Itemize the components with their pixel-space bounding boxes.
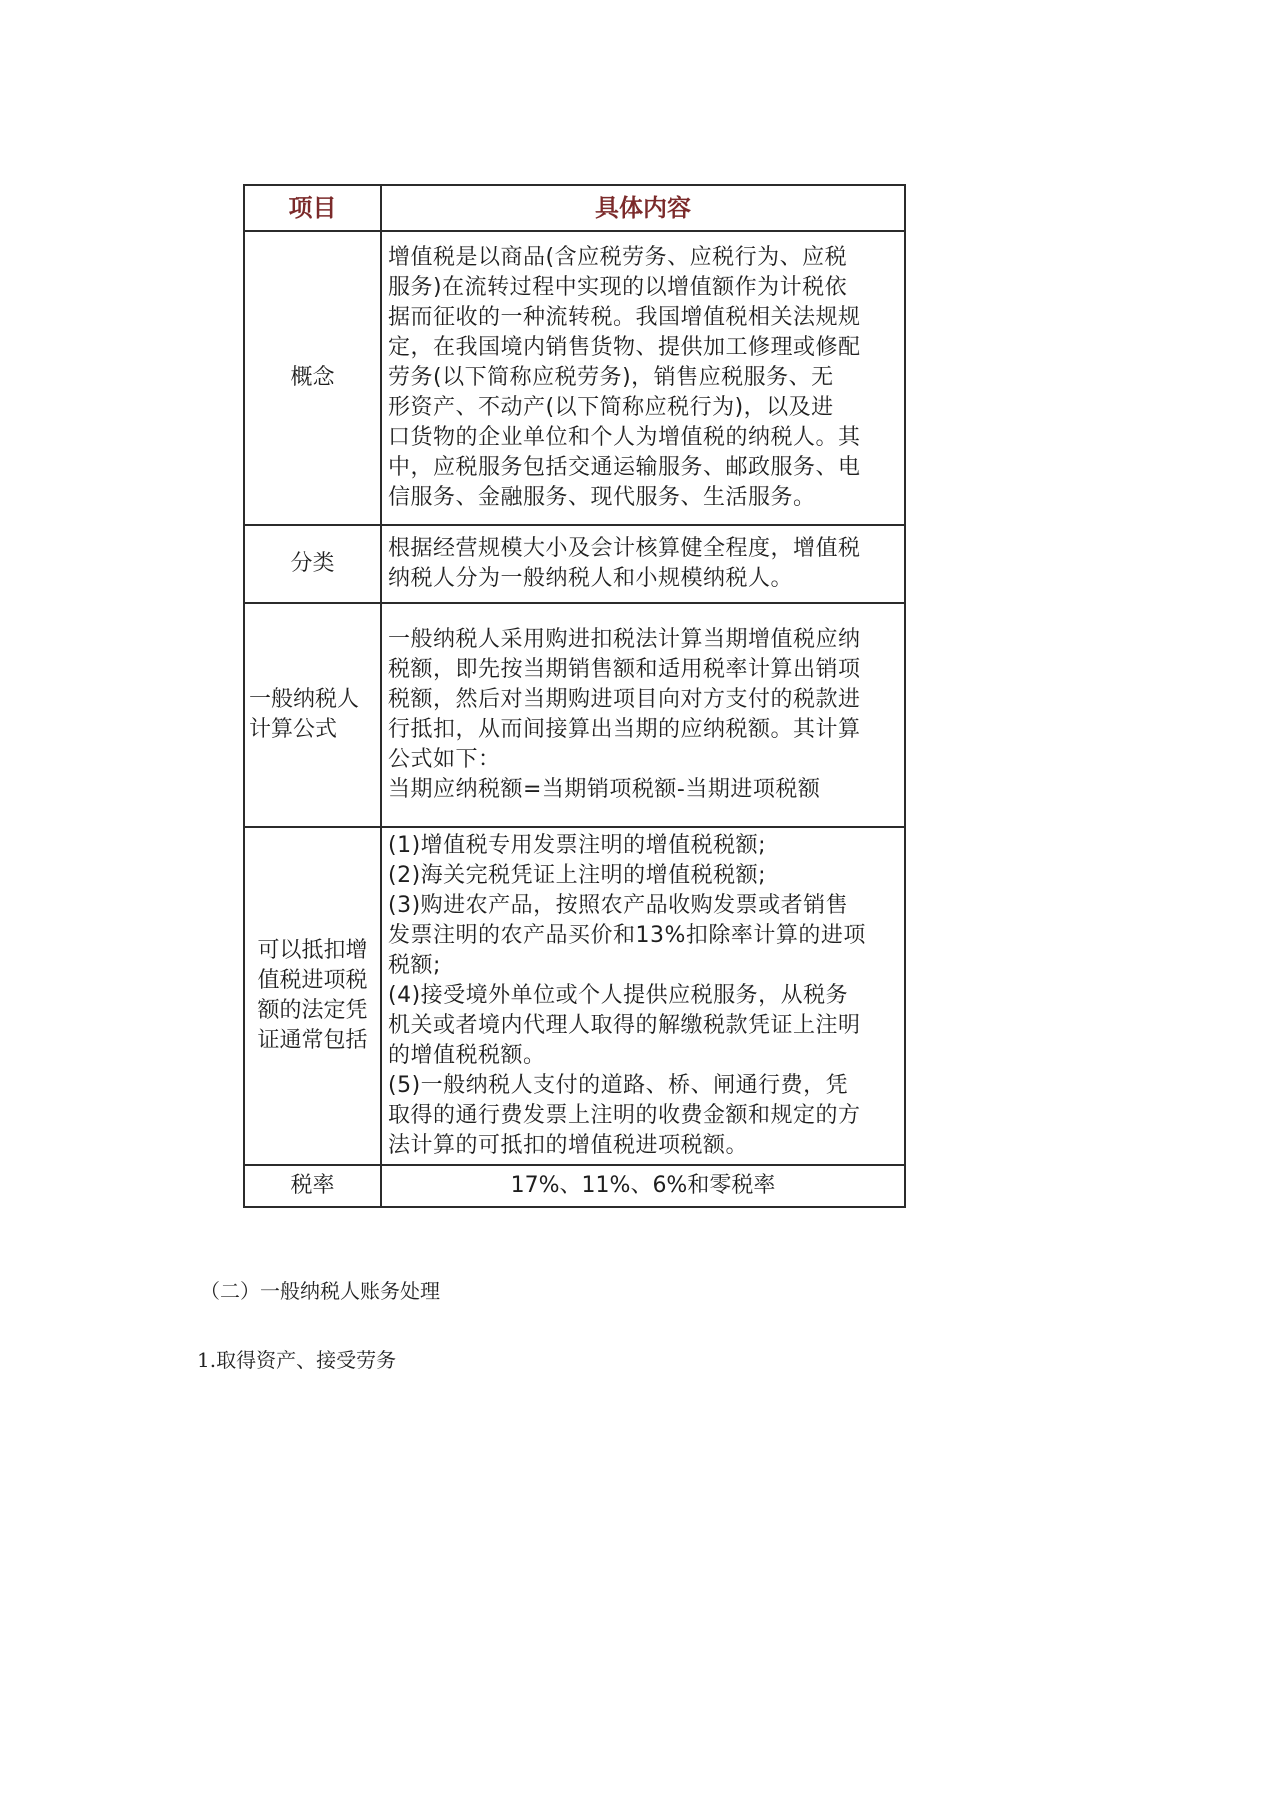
row-content-tax-rate: 17%、11%、6%和零税率 (381, 1165, 905, 1207)
row-label-classification: 分类 (244, 525, 381, 603)
table-row (244, 1165, 905, 1207)
subsection-heading: 1.取得资产、接受劳务 (197, 1348, 397, 1372)
row-label-tax-rate: 税率 (244, 1165, 381, 1207)
row-content-deductible-vouchers: (1)增值税专用发票注明的增值税税额; (2)海关完税凭证上注明的增值税税额; (3)购进农产品，按照农产品收购发票或者销售 发票注明的农产品买价和13%扣除率计算的进项 税额; (4)接受境外单位或个人提供应税服务，从税务 机关或者境内代理人取得的解缴税款凭证上注明 的增值税税额。 (5)一般纳税人支付的道路、桥、闸通行费，凭 取得的通行费发票上注明的收费金额和规定的方 法计算的可抵扣的增值税进项税额。 (381, 827, 905, 1165)
row-label-concept: 概念 (244, 231, 381, 525)
row-content-classification: 根据经营规模大小及会计核算健全程度，增值税 纳税人分为一般纳税人和小规模纳税人。 (381, 525, 905, 603)
vat-summary-table (243, 184, 906, 1208)
table-row (244, 603, 905, 827)
table-row (244, 231, 905, 525)
section-heading: （二）一般纳税人账务处理 (200, 1279, 440, 1303)
row-content-concept: 增值税是以商品(含应税劳务、应税行为、应税 服务)在流转过程中实现的以增值额作为计税依 据而征收的一种流转税。我国增值税相关法规规 定，在我国境内销售货物、提供加工修理或修配 劳务(以下简称应税劳务)，销售应税服务、无 形资产、不动产(以下简称应税行为)，以及进 口货物的企业单位和个人为增值税的纳税人。其 中，应税服务包括交通运输服务、邮政服务、电 信服务、金融服务、现代服务、生活服务。 (381, 231, 905, 525)
table-row (244, 827, 905, 1165)
row-label-formula: 一般纳税人 计算公式 (244, 603, 381, 827)
header-content: 具体内容 (381, 185, 905, 231)
header-item: 项目 (244, 185, 381, 231)
table-row (244, 525, 905, 603)
table-header-row (244, 185, 905, 231)
row-content-formula: 一般纳税人采用购进扣税法计算当期增值税应纳 税额，即先按当期销售额和适用税率计算出销项 税额，然后对当期购进项目向对方支付的税款进 行抵扣，从而间接算出当期的应纳税额。其计算 公式如下： 当期应纳税额=当期销项税额-当期进项税额 (381, 603, 905, 827)
row-label-deductible-vouchers: 可以抵扣增 值税进项税 额的法定凭 证通常包括 (244, 827, 381, 1165)
